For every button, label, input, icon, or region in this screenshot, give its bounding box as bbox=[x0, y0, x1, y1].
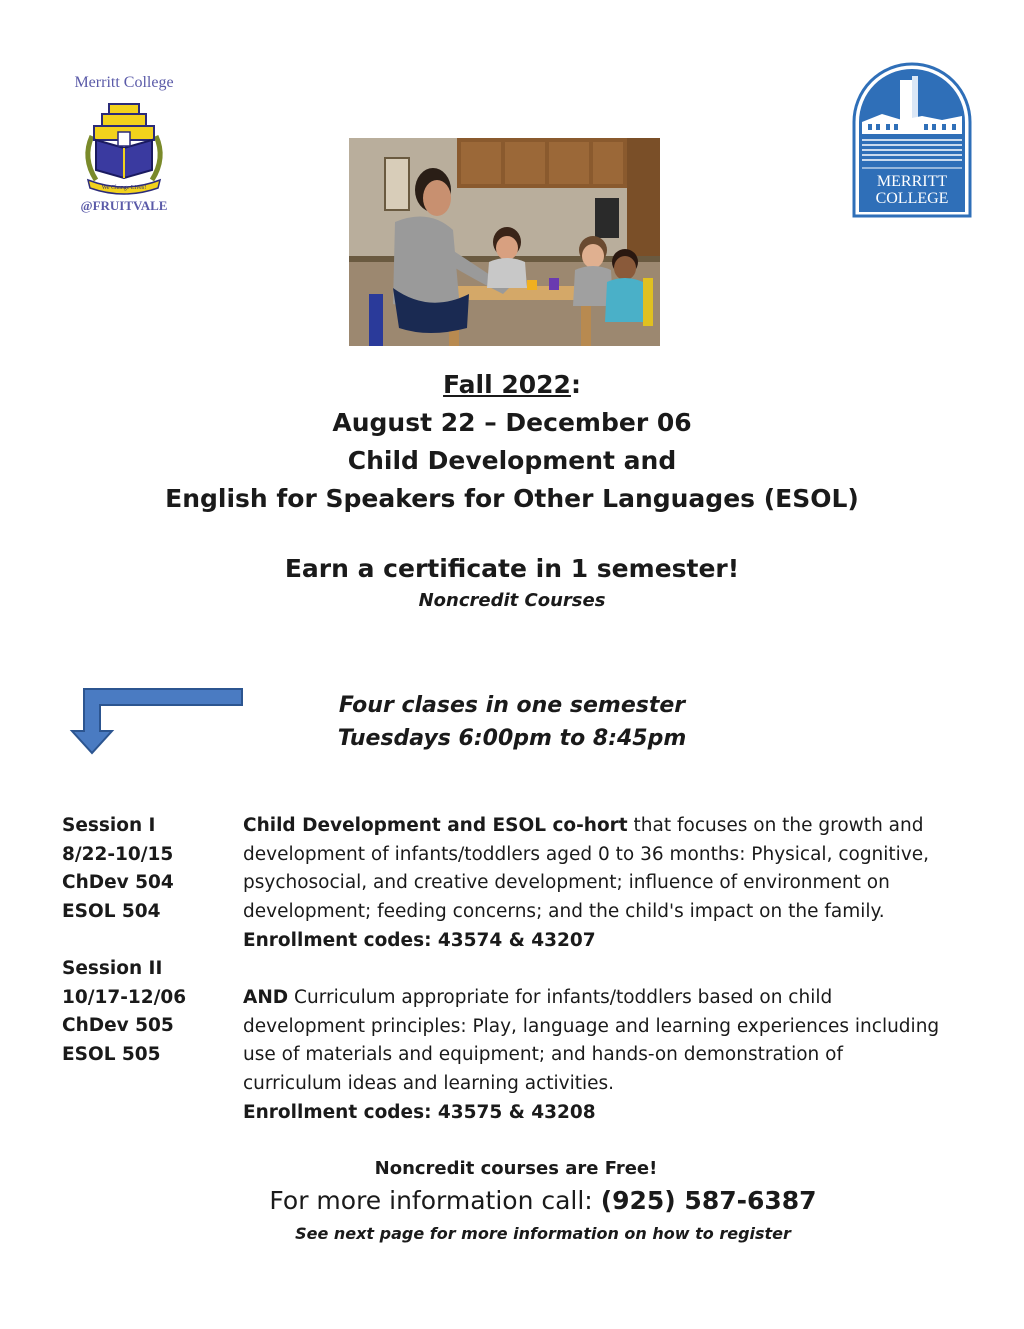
session2-dates: 10/17-12/06 bbox=[62, 986, 187, 1008]
session1-lead: Child Development and ESOL co-hort bbox=[243, 815, 628, 836]
session1-codes: Enrollment codes: 43574 & 43207 bbox=[243, 929, 596, 951]
classroom-photo bbox=[349, 138, 660, 346]
session2-description bbox=[243, 984, 973, 1128]
call-prefix: For more information call: bbox=[269, 1186, 601, 1215]
noncredit-label: Noncredit Courses bbox=[418, 590, 606, 611]
logo-handle: @FRUITVALE bbox=[80, 198, 168, 213]
merritt-college-seal-icon bbox=[852, 62, 972, 218]
seal-line2: COLLEGE bbox=[875, 190, 949, 207]
session2-codes: Enrollment codes: 43575 & 43208 bbox=[243, 1101, 596, 1123]
session1-line4: development; feeding concerns; and the child's impact on the family. bbox=[243, 901, 885, 923]
session2-meta bbox=[62, 955, 186, 1070]
session1-line2: development of infants/toddlers aged 0 to 36 months: Physical, cognitive, bbox=[243, 843, 930, 865]
logo-motto: We Change Lives! bbox=[101, 185, 147, 191]
fruitvale-emblem-icon bbox=[74, 96, 174, 196]
heading-term-line bbox=[0, 366, 1024, 404]
session2-course2: ESOL 505 bbox=[62, 1044, 161, 1066]
session1-line3: psychosocial, and creative development; influence of environment on bbox=[243, 872, 890, 894]
heading-block bbox=[0, 366, 1024, 518]
schedule-line2: Tuesdays 6:00pm to 8:45pm bbox=[337, 726, 687, 751]
heading-line3: Child Development and bbox=[347, 446, 677, 475]
heading-term: Fall 2022 bbox=[443, 370, 571, 399]
schedule-line1: Four clases in one semester bbox=[338, 693, 686, 718]
heading-term-suffix: : bbox=[570, 370, 581, 399]
earn-certificate: Earn a certificate in 1 semester! bbox=[284, 554, 740, 583]
register-note: See next page for more information on how to register bbox=[295, 1224, 791, 1243]
phone-number: (925) 587-6387 bbox=[600, 1186, 817, 1215]
session1-course2: ESOL 504 bbox=[62, 901, 161, 923]
schedule-block bbox=[0, 689, 1024, 755]
heading-line4: English for Speakers for Other Languages (ESOL) bbox=[165, 484, 859, 513]
heading-dates: August 22 – December 06 bbox=[332, 408, 692, 437]
session2-line2: development principles: Play, language and learning experiences including bbox=[243, 1015, 940, 1037]
logo-title: Merritt College bbox=[74, 74, 174, 91]
session1-meta bbox=[62, 812, 174, 927]
session1-description bbox=[243, 812, 973, 956]
session2-name: Session II bbox=[62, 958, 163, 979]
session1-name: Session I bbox=[62, 815, 156, 836]
session2-lead: AND bbox=[243, 987, 289, 1008]
session2-line1-rest: Curriculum appropriate for infants/toddlers based on child bbox=[288, 987, 833, 1008]
info-call bbox=[0, 1186, 1024, 1215]
fruitvale-logo bbox=[60, 74, 188, 224]
noncredit-free: Noncredit courses are Free! bbox=[374, 1158, 658, 1179]
session1-course1: ChDev 504 bbox=[62, 872, 174, 894]
session2-course1: ChDev 505 bbox=[62, 1015, 174, 1037]
seal-line1: MERRITT bbox=[876, 173, 948, 190]
session2-line4: curriculum ideas and learning activities. bbox=[243, 1073, 615, 1095]
session1-line1-rest: that focuses on the growth and bbox=[627, 815, 924, 836]
session1-dates: 8/22-10/15 bbox=[62, 843, 174, 865]
session2-line3: use of materials and equipment; and hands-on demonstration of bbox=[243, 1044, 843, 1066]
